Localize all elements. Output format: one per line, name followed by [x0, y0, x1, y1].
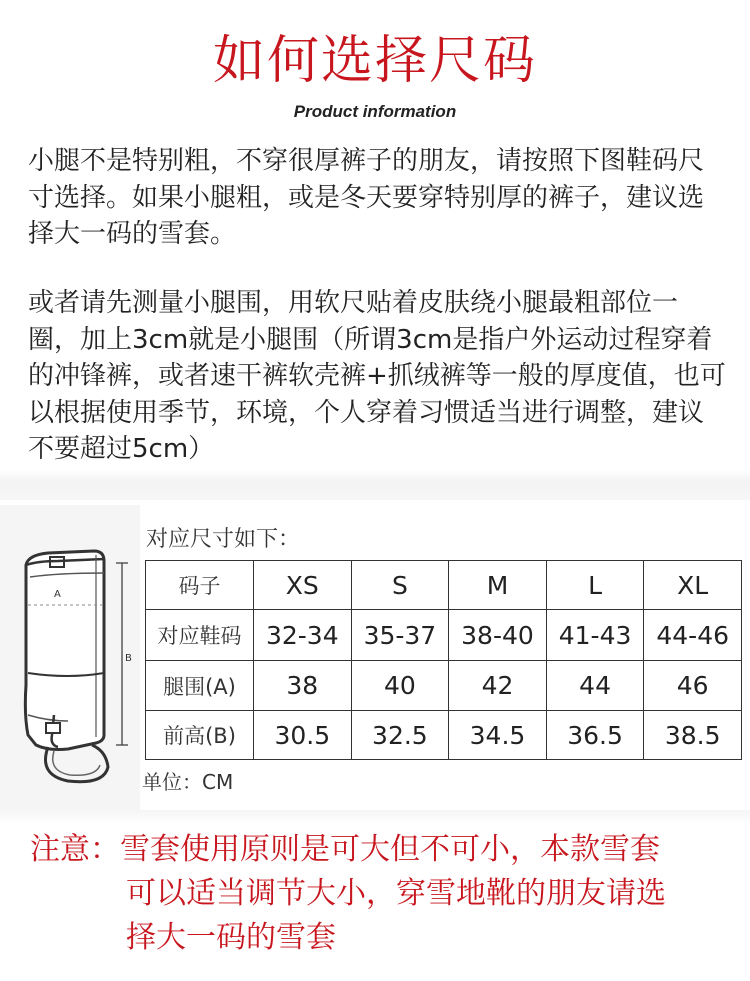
table-header-row [146, 561, 742, 610]
table-row [146, 711, 742, 760]
table-cell: 36.5 [546, 711, 644, 760]
gaiter-diagram [8, 545, 138, 790]
table-cell: 32.5 [351, 711, 449, 760]
size-table [145, 560, 742, 760]
warning-note-line: 注意：雪套使用原则是可大但不可小，本款雪套 [30, 832, 660, 867]
section-divider [0, 810, 750, 824]
table-cell: 44 [546, 661, 644, 711]
warning-note [30, 828, 740, 960]
table-cell: 46 [644, 661, 742, 711]
table-header-cell: XL [644, 561, 742, 610]
table-row [146, 661, 742, 711]
table-cell: 42 [449, 661, 547, 711]
table-header-cell: M [449, 561, 547, 610]
intro-paragraph-2: 或者请先测量小腿围，用软尺贴着皮肤绕小腿最粗部位一圈，加上3cm就是小腿围（所谓3cm是指户外运动过程穿着的冲锋裤，或者速干裤软壳裤+抓绒裤等一般的厚度值，也可以根据使用季节，环境，个人穿着习惯适当进行调整，建议不要超过5cm） [28, 288, 726, 464]
table-row [146, 610, 742, 661]
diagram-label-b: B [125, 653, 132, 664]
page-subtitle: Product information [293, 102, 457, 121]
table-cell: 40 [351, 661, 449, 711]
table-cell: 41-43 [546, 610, 644, 661]
table-cell: 44-46 [644, 610, 742, 661]
table-cell: 对应鞋码 [146, 610, 254, 661]
warning-note-line: 可以适当调节大小，穿雪地靴的朋友请选 [126, 876, 666, 911]
table-cell: 30.5 [254, 711, 352, 760]
unit-label: 单位：CM [142, 770, 234, 794]
table-cell: 38-40 [449, 610, 547, 661]
table-cell: 38 [254, 661, 352, 711]
table-header-cell: XS [254, 561, 352, 610]
table-cell: 34.5 [449, 711, 547, 760]
table-header-cell: S [351, 561, 449, 610]
warning-note-line: 择大一码的雪套 [126, 920, 336, 955]
table-cell: 35-37 [351, 610, 449, 661]
table-cell: 32-34 [254, 610, 352, 661]
table-cell: 前高(B) [146, 711, 254, 760]
table-caption: 对应尺寸如下： [146, 527, 301, 552]
table-cell: 腿围(A) [146, 661, 254, 711]
diagram-label-a: A [54, 589, 61, 600]
table-cell: 38.5 [644, 711, 742, 760]
table-header-cell: 码子 [146, 561, 254, 610]
table-header-cell: L [546, 561, 644, 610]
page-title: 如何选择尺码 [212, 31, 537, 91]
intro-paragraph-1: 小腿不是特别粗，不穿很厚裤子的朋友，请按照下图鞋码尺寸选择。如果小腿粗，或是冬天要穿特别厚的裤子，建议选择大一码的雪套。 [28, 146, 705, 249]
section-divider [0, 470, 750, 500]
